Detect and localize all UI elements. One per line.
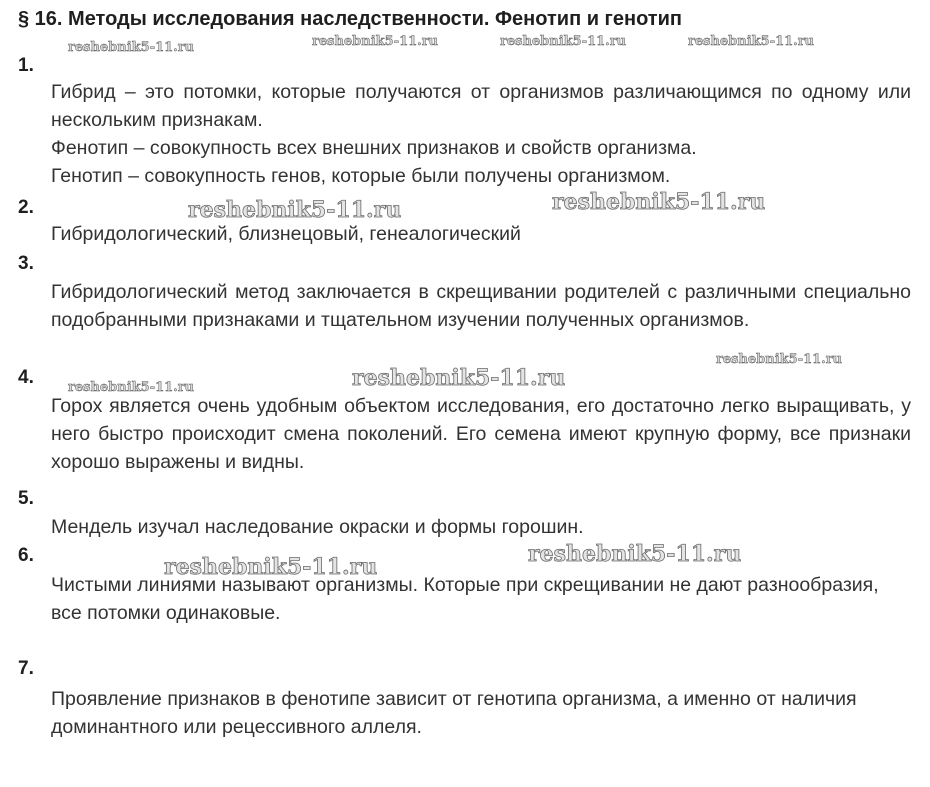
answer-paragraph: Гибридологический, близнецовый, генеалогический bbox=[51, 223, 521, 245]
answer-text bbox=[51, 78, 911, 190]
watermark: reshebnik5-11.ru bbox=[164, 554, 378, 580]
watermark: reshebnik5-11.ru bbox=[68, 40, 195, 55]
watermark: reshebnik5-11.ru bbox=[552, 189, 766, 215]
answer-number: 4. bbox=[18, 367, 34, 388]
watermark: reshebnik5-11.ru bbox=[528, 541, 742, 567]
page-title: § 16. Методы исследования наследственности. Фенотип и генотип bbox=[18, 8, 682, 30]
answer-text bbox=[51, 278, 911, 334]
answer-number: 7. bbox=[18, 658, 34, 679]
watermark: reshebnik5-11.ru bbox=[68, 380, 195, 395]
watermark: reshebnik5-11.ru bbox=[716, 352, 843, 367]
answer-number: 2. bbox=[18, 197, 34, 218]
watermark: reshebnik5-11.ru bbox=[312, 34, 439, 49]
answer-text bbox=[51, 513, 911, 541]
answer-paragraph: Гибрид – это потомки, которые получаются от организмов различающимся по одному или нескольким признакам. bbox=[51, 81, 911, 131]
answer-paragraph: Фенотип – совокупность всех внешних признаков и свойств организма. bbox=[51, 137, 697, 159]
answer-number: 3. bbox=[18, 253, 34, 274]
answer-text bbox=[51, 685, 911, 741]
answer-text bbox=[51, 571, 911, 627]
answer-paragraph: Мендель изучал наследование окраски и формы горошин. bbox=[51, 516, 584, 538]
answer-paragraph: Чистыми линиями называют организмы. Которые при скрещивании не дают разнообразия, все потомки одинаковые. bbox=[51, 574, 879, 624]
answer-number: 5. bbox=[18, 488, 34, 509]
answer-number: 6. bbox=[18, 545, 34, 566]
watermark: reshebnik5-11.ru bbox=[188, 197, 402, 223]
watermark: reshebnik5-11.ru bbox=[500, 34, 627, 49]
answer-paragraph: Горох является очень удобным объектом исследования, его достаточно легко выращивать, у него быстро происходит смена поколений. Его семена имеют крупную форму, все признаки хорошо выражены и видны. bbox=[51, 395, 911, 473]
answer-paragraph: Генотип – совокупность генов, которые были получены организмом. bbox=[51, 165, 671, 187]
answer-paragraph: Проявление признаков в фенотипе зависит от генотипа организма, а именно от наличия доминантного или рецессивного аллеля. bbox=[51, 688, 857, 738]
watermark: reshebnik5-11.ru bbox=[688, 34, 815, 49]
answer-text bbox=[51, 220, 911, 248]
answer-number: 1. bbox=[18, 55, 34, 76]
watermark: reshebnik5-11.ru bbox=[352, 365, 566, 391]
answer-text bbox=[51, 392, 911, 476]
answer-paragraph: Гибридологический метод заключается в скрещивании родителей с различными специально подобранными признаками и тщательном изучении полученных организмов. bbox=[51, 281, 911, 331]
